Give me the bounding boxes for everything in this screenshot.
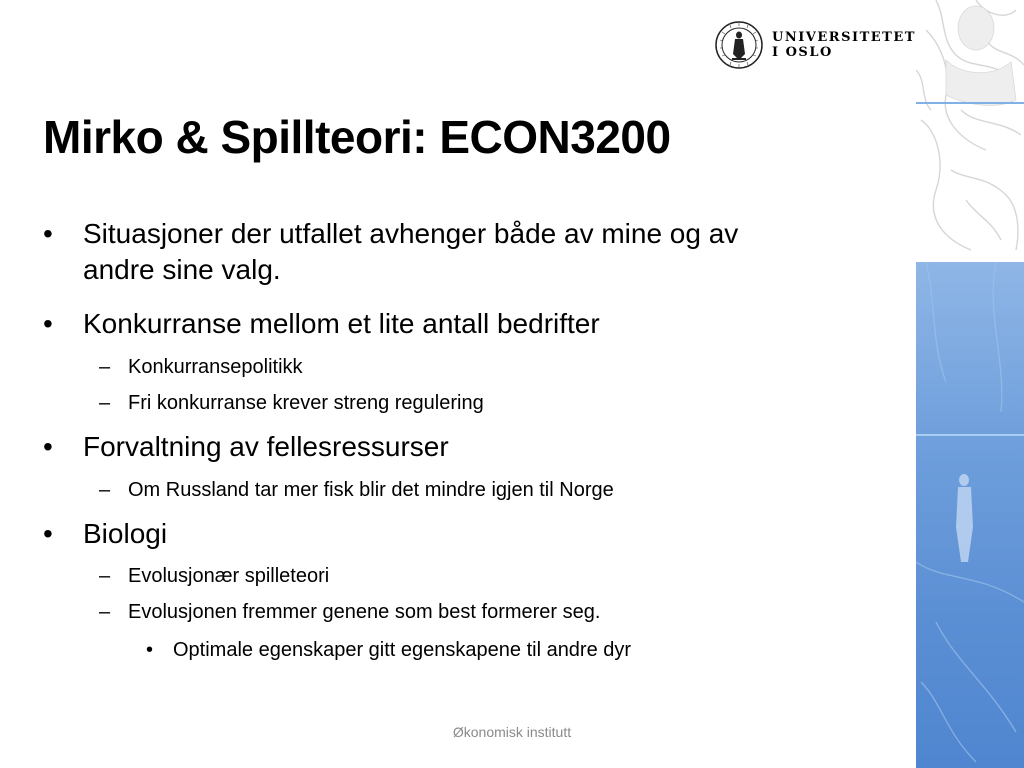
sub-bullet-text: Evolusjonær spilleteori [128,565,330,587]
statue-figure-illustration [916,262,1024,768]
bullet-marker: • [43,218,53,249]
sub-sub-bullet-text: Optimale egenskaper gitt egenskapene til andre dyr [173,639,632,661]
sub-bullet-item [43,355,303,379]
sub-bullet-marker: – [99,565,111,587]
bullet-text: Forvaltning av fellesressurser [83,431,449,462]
sub-bullet-text: Fri konkurranse krever streng regulering [128,392,484,414]
bullet-marker: • [43,431,53,462]
university-seal-icon [714,20,764,70]
sub-sub-bullet-marker: • [146,639,154,661]
bullet-item [43,216,738,288]
bullet-item [43,429,449,465]
bullet-text: Konkurranse mellom et lite antall bedrifter [83,308,600,339]
side-strip-bottom [916,262,1024,768]
university-name [772,30,916,60]
university-name-line-1: UNIVERSITETET [772,30,916,45]
sub-sub-bullet-item [43,638,631,662]
bullet-marker: • [43,308,53,339]
statue-relief-illustration [916,0,1024,262]
sub-bullet-text: Konkurransepolitikk [128,356,303,378]
sub-bullet-item [43,600,600,624]
university-name-line-2: I OSLO [772,45,833,60]
decorative-side-strip [916,0,1024,768]
sub-bullet-text: Om Russland tar mer fisk blir det mindre igjen til Norge [128,479,614,501]
sub-bullet-item [43,391,484,415]
bullet-text-line-1: Situasjoner der utfallet avhenger både av mine og av [83,218,739,249]
sub-bullet-marker: – [99,601,111,623]
sub-bullet-item [43,478,614,502]
bullet-item [43,516,167,552]
sub-bullet-text: Evolusjonen fremmer genene som best formerer seg. [128,601,601,623]
footer-institute: Økonomisk institutt [452,724,572,740]
bullet-text: Biologi [83,518,168,549]
bullet-item [43,306,600,342]
bullet-text-line-2: andre sine valg. [83,254,281,285]
university-logo [714,20,916,72]
sub-bullet-marker: – [99,356,111,378]
side-divider-bottom [916,434,1024,436]
side-strip-top [916,0,1024,262]
sub-bullet-marker: – [99,392,111,414]
slide-title: Mirko & Spillteori: ECON3200 [43,111,671,163]
sub-bullet-marker: – [99,479,111,501]
sub-bullet-item [43,564,329,588]
bullet-marker: • [43,518,53,549]
side-divider-top [916,102,1024,104]
